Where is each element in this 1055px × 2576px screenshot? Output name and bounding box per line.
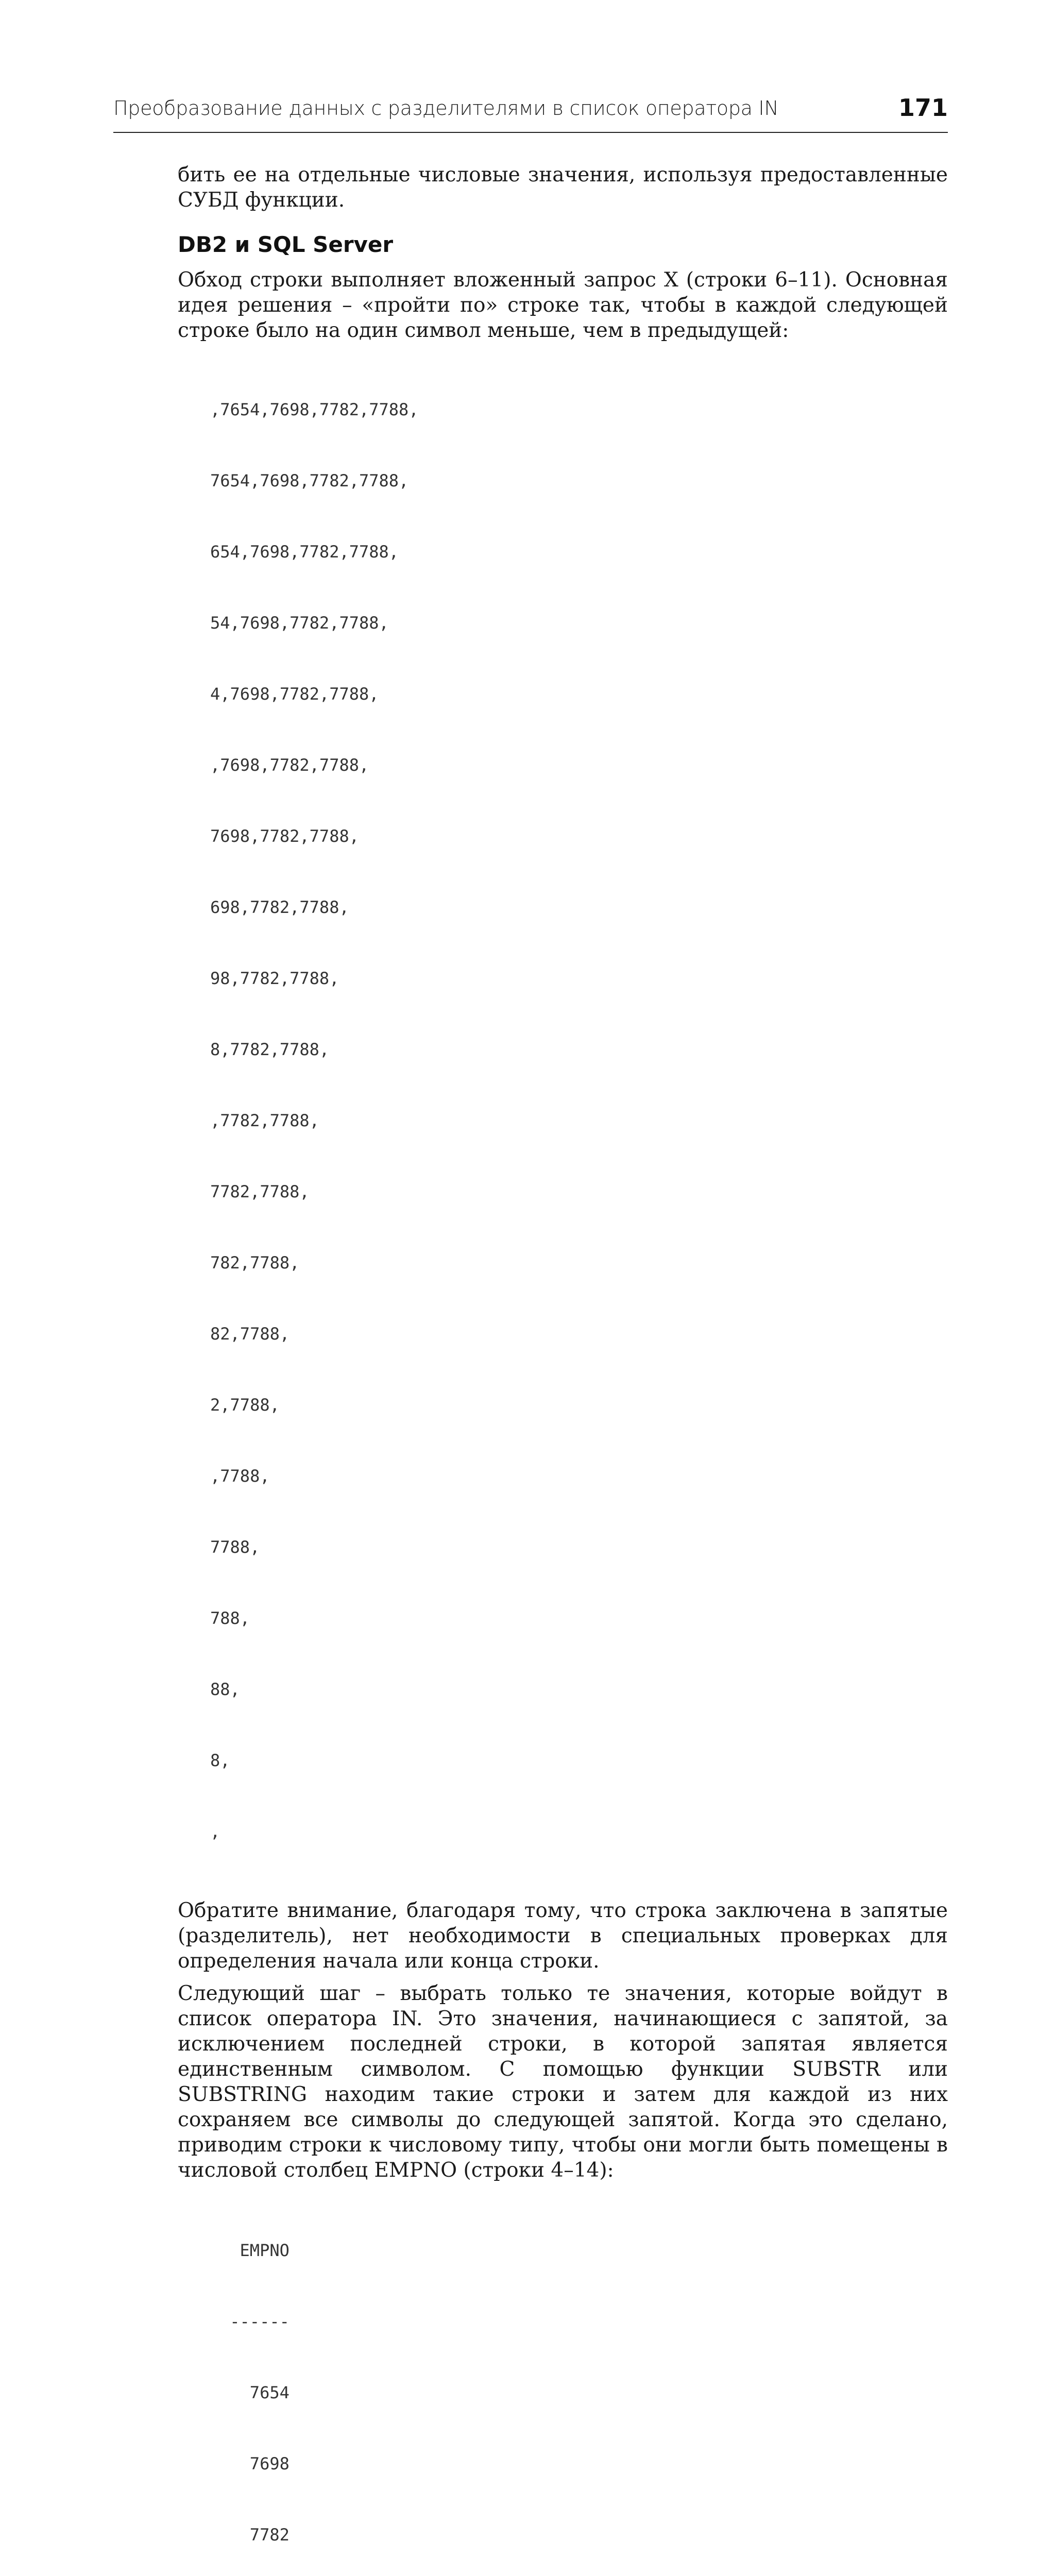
code-line: ,7698,7782,7788,	[210, 755, 369, 775]
code-line: 4,7698,7782,7788,	[210, 684, 379, 704]
code-listing-walk	[210, 350, 948, 1891]
code-line: 782,7788,	[210, 1253, 300, 1273]
code-line: 82,7788,	[210, 1324, 290, 1344]
code-line: 7788,	[210, 1537, 260, 1557]
code-line: ,7788,	[210, 1466, 270, 1486]
code-line: ,7654,7698,7782,7788,	[210, 400, 419, 419]
code-line: 88,	[210, 1680, 240, 1699]
page-body	[178, 162, 948, 2576]
paragraph-note: Обратите внимание, благодаря тому, что строка заключена в запятые (разделитель), нет необходимости в специальных проверках для определения начала или конца строки.	[178, 1899, 948, 1973]
code-line: 788,	[210, 1608, 250, 1628]
result-table	[220, 2191, 948, 2576]
code-line: 7698,7782,7788,	[210, 826, 359, 846]
paragraph-walk-intro: Обход строки выполняет вложенный запрос X (строки 6–11). Основная идея решения – «пройти по» строке так, чтобы в каждой следующей строке было на один символ меньше, чем в предыдущей:	[178, 268, 948, 342]
code-line: 654,7698,7782,7788,	[210, 542, 399, 562]
result-separator: ------	[220, 2312, 290, 2331]
section-heading: DB2 и SQL Server	[178, 232, 394, 257]
result-row: 7654	[220, 2383, 290, 2402]
page-header	[113, 94, 948, 133]
code-line: ,7782,7788,	[210, 1111, 319, 1130]
code-line: 7782,7788,	[210, 1182, 310, 1201]
running-title: Преобразование данных с разделителями в список оператора IN	[113, 97, 779, 120]
code-line: 98,7782,7788,	[210, 969, 339, 988]
page-number: 171	[898, 94, 948, 122]
result-row: 7698	[220, 2454, 290, 2473]
result-row: 7782	[220, 2525, 290, 2545]
code-line: ,	[210, 1822, 220, 1841]
code-line: 8,	[210, 1751, 230, 1770]
code-line: 8,7782,7788,	[210, 1040, 330, 1059]
code-line: 7654,7698,7782,7788,	[210, 471, 409, 490]
code-line: 698,7782,7788,	[210, 897, 349, 917]
code-line: 2,7788,	[210, 1395, 280, 1415]
result-header: EMPNO	[220, 2241, 290, 2260]
code-line: 54,7698,7782,7788,	[210, 613, 389, 633]
intro-paragraph: бить ее на отдельные числовые значения, используя предоставленные СУБД функции.	[178, 163, 948, 212]
paragraph-next-step: Следующий шаг – выбрать только те значения, которые войдут в список оператора IN. Это значения, начинающиеся с запятой, за исключением последней строки, в которой запятая является единственным символом. С помощью функции SUBSTR или SUBSTRING находим такие строки и затем для каждой из них сохраняем все символы до следующей запятой. Когда это сделано, приводим строки к числовому типу, чтобы они могли быть помещены в числовой столбец EMPNO (строки 4–14):	[178, 1982, 948, 2182]
